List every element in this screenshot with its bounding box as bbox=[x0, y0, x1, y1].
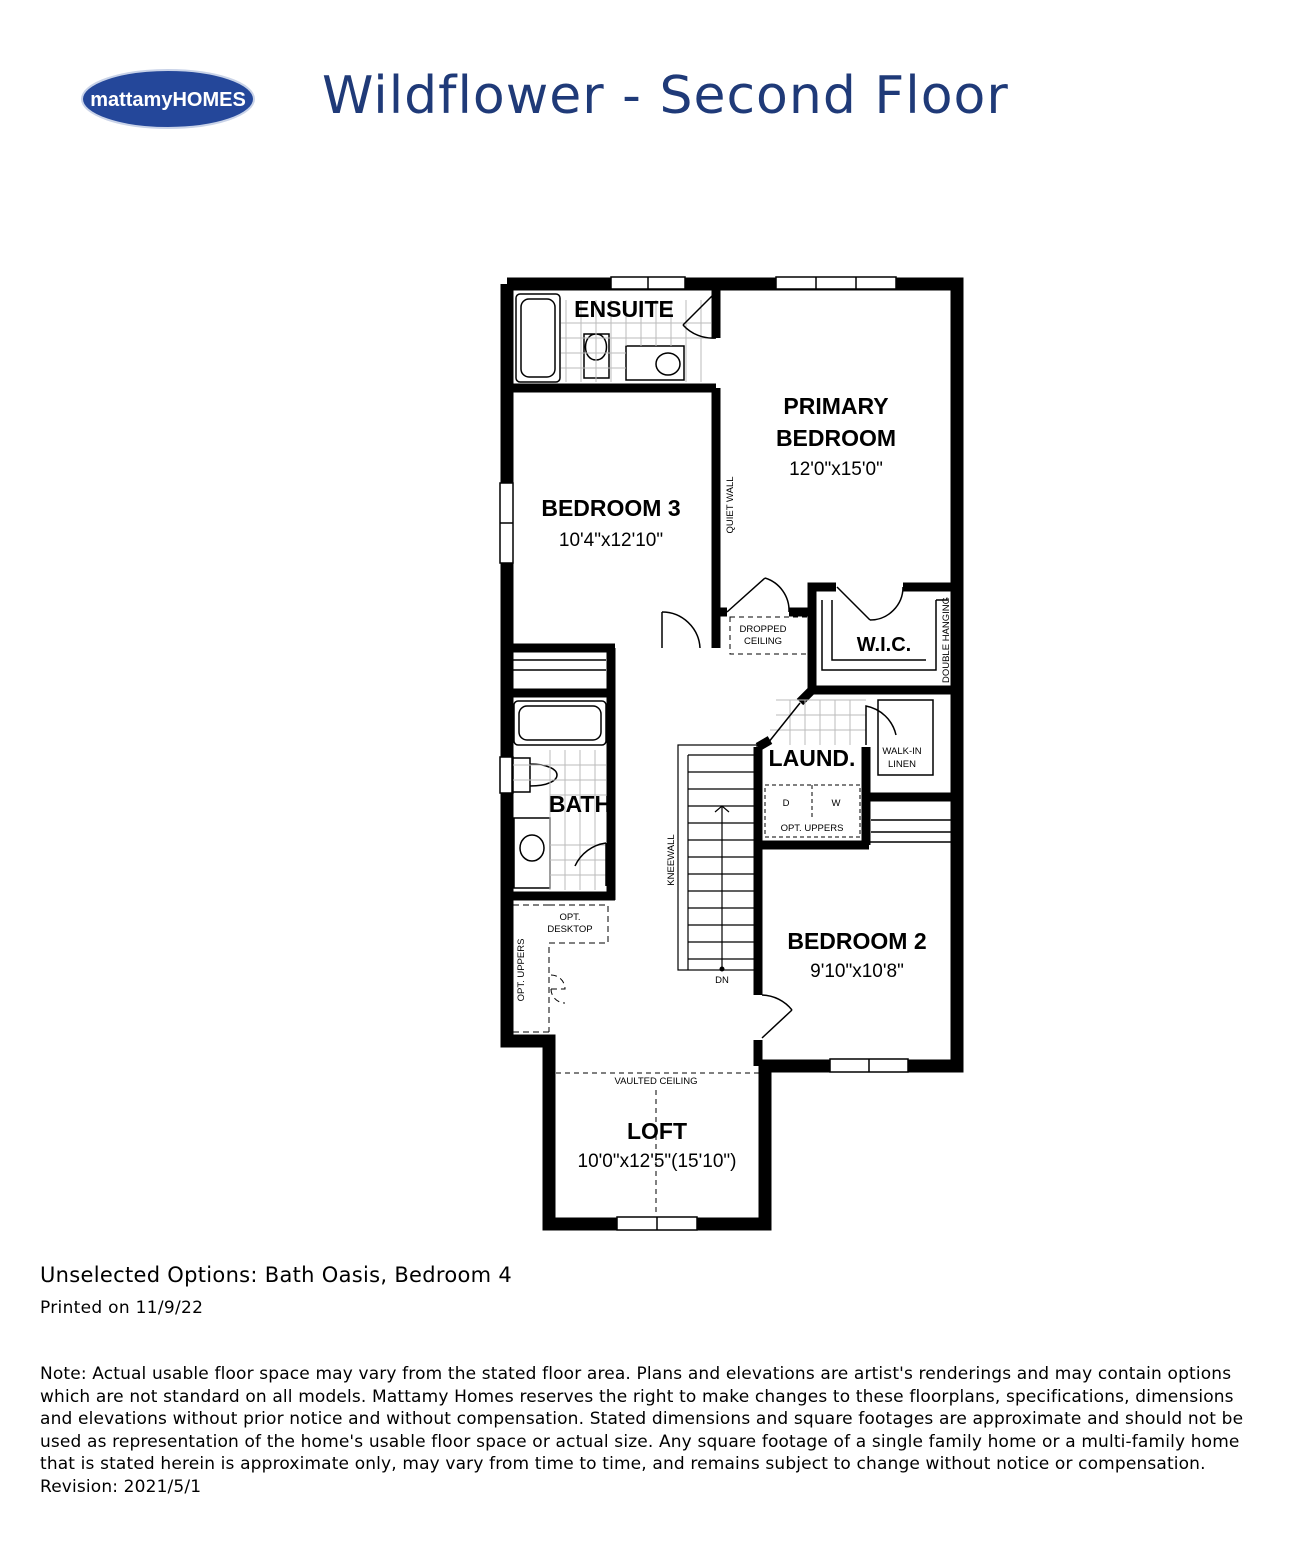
dryer-label: D bbox=[782, 798, 790, 809]
washer-label: W bbox=[831, 798, 841, 809]
primary-door bbox=[727, 578, 789, 612]
opt-desktop-label-line2: DESKTOP bbox=[547, 924, 593, 935]
opt-desktop-label-line1: OPT. bbox=[559, 912, 581, 923]
bedroom2-dimensions: 9'10"x10'8" bbox=[810, 961, 904, 982]
dropped-ceiling-label-line2: CEILING bbox=[743, 636, 783, 647]
dn-label: DN bbox=[715, 975, 729, 986]
kneewall-label: KNEEWALL bbox=[666, 834, 677, 886]
walkin-linen-label-line2: LINEN bbox=[888, 759, 916, 770]
bedroom3-closet bbox=[513, 660, 606, 670]
bedroom3-label: BEDROOM 3 bbox=[541, 495, 681, 521]
wic-details bbox=[822, 587, 948, 670]
bath-label: BATH bbox=[548, 791, 612, 817]
bedroom2-closet bbox=[869, 820, 953, 842]
bedroom3-door bbox=[662, 612, 700, 648]
primary-bedroom-dimensions: 12'0"x15'0" bbox=[789, 459, 883, 480]
stair-dn-marker bbox=[720, 967, 725, 972]
opt-uppers-loft-label: OPT. UPPERS bbox=[516, 938, 527, 1002]
laundry-label: LAUND. bbox=[768, 745, 856, 771]
double-hanging-label: DOUBLE HANGING bbox=[941, 596, 952, 684]
page-title: Wildflower - Second Floor bbox=[322, 66, 1009, 126]
bedroom3-dimensions: 10'4"x12'10" bbox=[558, 530, 664, 551]
unselected-options: Unselected Options: Bath Oasis, Bedroom 4 bbox=[40, 1263, 513, 1287]
bedroom2-label: BEDROOM 2 bbox=[787, 928, 927, 954]
wic-label: W.I.C. bbox=[856, 634, 912, 656]
walkin-linen-label-line1: WALK-IN bbox=[882, 746, 922, 757]
vaulted-ceiling-label: VAULTED CEILING bbox=[614, 1076, 698, 1087]
dropped-ceiling-label-line1: DROPPED bbox=[739, 624, 787, 635]
ensuite-door bbox=[683, 292, 716, 338]
laundry-door bbox=[768, 703, 896, 745]
printed-date: Printed on 11/9/22 bbox=[40, 1298, 204, 1318]
loft-label: LOFT bbox=[626, 1118, 688, 1144]
disclaimer-note: Note: Actual usable floor space may vary from the stated floor area. Plans and elevations are artist's renderings and may contain options which are not standard on all models. Mattamy Homes reserves the right to make changes to these floorplans, specifications, dimensions and elevations without prior notice and without compensation. Stated dimensions and square footages are approximate and should not be used as representation of the home's usable floor space or actual size. Any square footage of a single family home or a multi-family home that is stated herein is approximate only, may vary from time to time, and remains subject to change without notice or compensation. Revision: 2021/5/1 bbox=[40, 1364, 1244, 1497]
opt-uppers-laundry-label: OPT. UPPERS bbox=[780, 823, 844, 834]
logo-text: mattamyHOMES bbox=[90, 89, 246, 111]
staircase bbox=[678, 745, 757, 970]
quiet-wall-label: QUIET WALL bbox=[725, 476, 736, 534]
loft-dimensions: 10'0"x12'5"(15'10") bbox=[577, 1151, 737, 1172]
ensuite-label: ENSUITE bbox=[574, 296, 674, 322]
vaulted-ceiling-lines bbox=[556, 1073, 764, 1215]
bedroom2-door bbox=[762, 995, 792, 1038]
primary-bedroom-label-line2: BEDROOM bbox=[775, 425, 897, 451]
bath-tile-grid bbox=[513, 750, 606, 890]
primary-bedroom-label-line1: PRIMARY bbox=[783, 393, 889, 419]
